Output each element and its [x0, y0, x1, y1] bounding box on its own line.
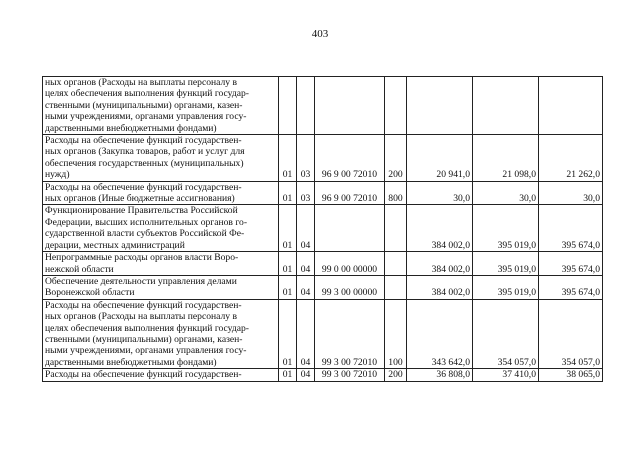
table-row — [43, 205, 603, 252]
expense-type-code: 800 — [385, 181, 407, 205]
description-line: целях обеспечения выполнения функций государ- — [45, 88, 250, 100]
section-code: 01 — [279, 205, 297, 252]
amount-year-3: 354 057,0 — [539, 299, 603, 368]
row-description — [43, 205, 279, 252]
row-description — [43, 252, 279, 276]
target-article-code: 99 0 00 00000 — [315, 252, 385, 276]
expense-type-code: 200 — [385, 135, 407, 182]
amount-year-2: 395 019,0 — [473, 205, 539, 252]
section-code: 01 — [279, 252, 297, 276]
amount-year-1: 384 002,0 — [407, 275, 473, 299]
description-line: Расходы на обеспечение функций государствен- — [45, 181, 242, 193]
description-line: Воронежской области — [45, 287, 135, 299]
table-row — [43, 135, 603, 182]
amount-year-3: 395 674,0 — [539, 275, 603, 299]
row-description — [43, 369, 279, 381]
target-article-code: 99 3 00 72010 — [315, 299, 385, 368]
description-line: нужд) — [45, 169, 70, 181]
budget-table — [42, 76, 603, 382]
description-line: ственными (муниципальными) органами, казен- — [45, 333, 243, 345]
amount-year-3: 395 674,0 — [539, 252, 603, 276]
amount-year-3: 30,0 — [539, 181, 603, 205]
amount-year-2: 395 019,0 — [473, 275, 539, 299]
subsection-code: 04 — [297, 205, 315, 252]
section-code: 01 — [279, 275, 297, 299]
subsection-code: 04 — [297, 299, 315, 368]
amount-year-3: 38 065,0 — [539, 369, 603, 381]
amount-year-1: 384 002,0 — [407, 252, 473, 276]
description-line: дарственными внебюджетными фондами) — [45, 356, 217, 368]
subsection-code: 03 — [297, 135, 315, 182]
table-row — [43, 275, 603, 299]
section-code — [279, 77, 297, 135]
section-code: 01 — [279, 135, 297, 182]
expense-type-code — [385, 275, 407, 299]
expense-type-code: 100 — [385, 299, 407, 368]
amount-year-3 — [539, 77, 603, 135]
description-line: ных органов (Расходы на выплаты персоналу в — [45, 311, 237, 323]
subsection-code: 04 — [297, 369, 315, 381]
description-line: Непрограммные расходы органов власти Воро- — [45, 252, 239, 264]
amount-year-1: 36 808,0 — [407, 369, 473, 381]
table-row — [43, 369, 603, 381]
subsection-code — [297, 77, 315, 135]
target-article-code: 99 3 00 72010 — [315, 369, 385, 381]
amount-year-1: 30,0 — [407, 181, 473, 205]
target-article-code: 96 9 00 72010 — [315, 181, 385, 205]
expense-type-code — [385, 252, 407, 276]
section-code: 01 — [279, 181, 297, 205]
expense-type-code: 200 — [385, 369, 407, 381]
amount-year-2: 37 410,0 — [473, 369, 539, 381]
section-code: 01 — [279, 299, 297, 368]
table-row — [43, 77, 603, 135]
subsection-code: 04 — [297, 252, 315, 276]
amount-year-1: 384 002,0 — [407, 205, 473, 252]
amount-year-3: 395 674,0 — [539, 205, 603, 252]
description-line: Обеспечение деятельности управления делами — [45, 275, 237, 287]
row-description — [43, 275, 279, 299]
amount-year-2: 21 098,0 — [473, 135, 539, 182]
expense-type-code — [385, 77, 407, 135]
amount-year-2: 354 057,0 — [473, 299, 539, 368]
row-description — [43, 135, 279, 182]
description-line: дерации, местных администраций — [45, 239, 185, 251]
amount-year-1 — [407, 77, 473, 135]
budget-table-body — [43, 77, 603, 382]
table-row — [43, 299, 603, 368]
amount-year-2: 395 019,0 — [473, 252, 539, 276]
target-article-code: 99 3 00 00000 — [315, 275, 385, 299]
target-article-code — [315, 77, 385, 135]
row-description — [43, 77, 279, 135]
amount-year-1: 20 941,0 — [407, 135, 473, 182]
row-description — [43, 181, 279, 205]
amount-year-1: 343 642,0 — [407, 299, 473, 368]
amount-year-2: 30,0 — [473, 181, 539, 205]
target-article-code — [315, 205, 385, 252]
table-row — [43, 181, 603, 205]
description-line: ными учреждениями, органами управления госу- — [45, 111, 247, 123]
page-number: 403 — [311, 28, 329, 40]
description-line: ных органов (Расходы на выплаты персоналу в — [45, 77, 237, 88]
description-line: ственными (муниципальными) органами, казен- — [45, 99, 243, 111]
description-line: Федерации, высших исполнительных органов го- — [45, 216, 248, 228]
description-line: сударственной власти субъектов Российской Фе- — [45, 228, 245, 240]
description-line: ных органов (Закупка товаров, работ и услуг для — [45, 146, 245, 158]
description-line: ных органов (Иные бюджетные ассигнования) — [45, 193, 235, 205]
section-code: 01 — [279, 369, 297, 381]
description-line: целях обеспечения выполнения функций государ- — [45, 322, 250, 334]
amount-year-2 — [473, 77, 539, 135]
description-line: Расходы на обеспечение функций государствен- — [45, 299, 242, 311]
subsection-code: 04 — [297, 275, 315, 299]
description-line: Расходы на обеспечение функций государствен- — [45, 369, 242, 381]
description-line: нежской области — [45, 263, 114, 275]
description-line: дарственными внебюджетными фондами) — [45, 122, 217, 134]
subsection-code: 03 — [297, 181, 315, 205]
description-line: Расходы на обеспечение функций государствен- — [45, 135, 242, 147]
description-line: ными учреждениями, органами управления госу- — [45, 345, 247, 357]
expense-type-code — [385, 205, 407, 252]
table-row — [43, 252, 603, 276]
row-description — [43, 299, 279, 368]
target-article-code: 96 9 00 72010 — [315, 135, 385, 182]
description-line: Функционирование Правительства Российской — [45, 205, 238, 217]
description-line: обеспечения государственных (муниципальных) — [45, 157, 244, 169]
amount-year-3: 21 262,0 — [539, 135, 603, 182]
